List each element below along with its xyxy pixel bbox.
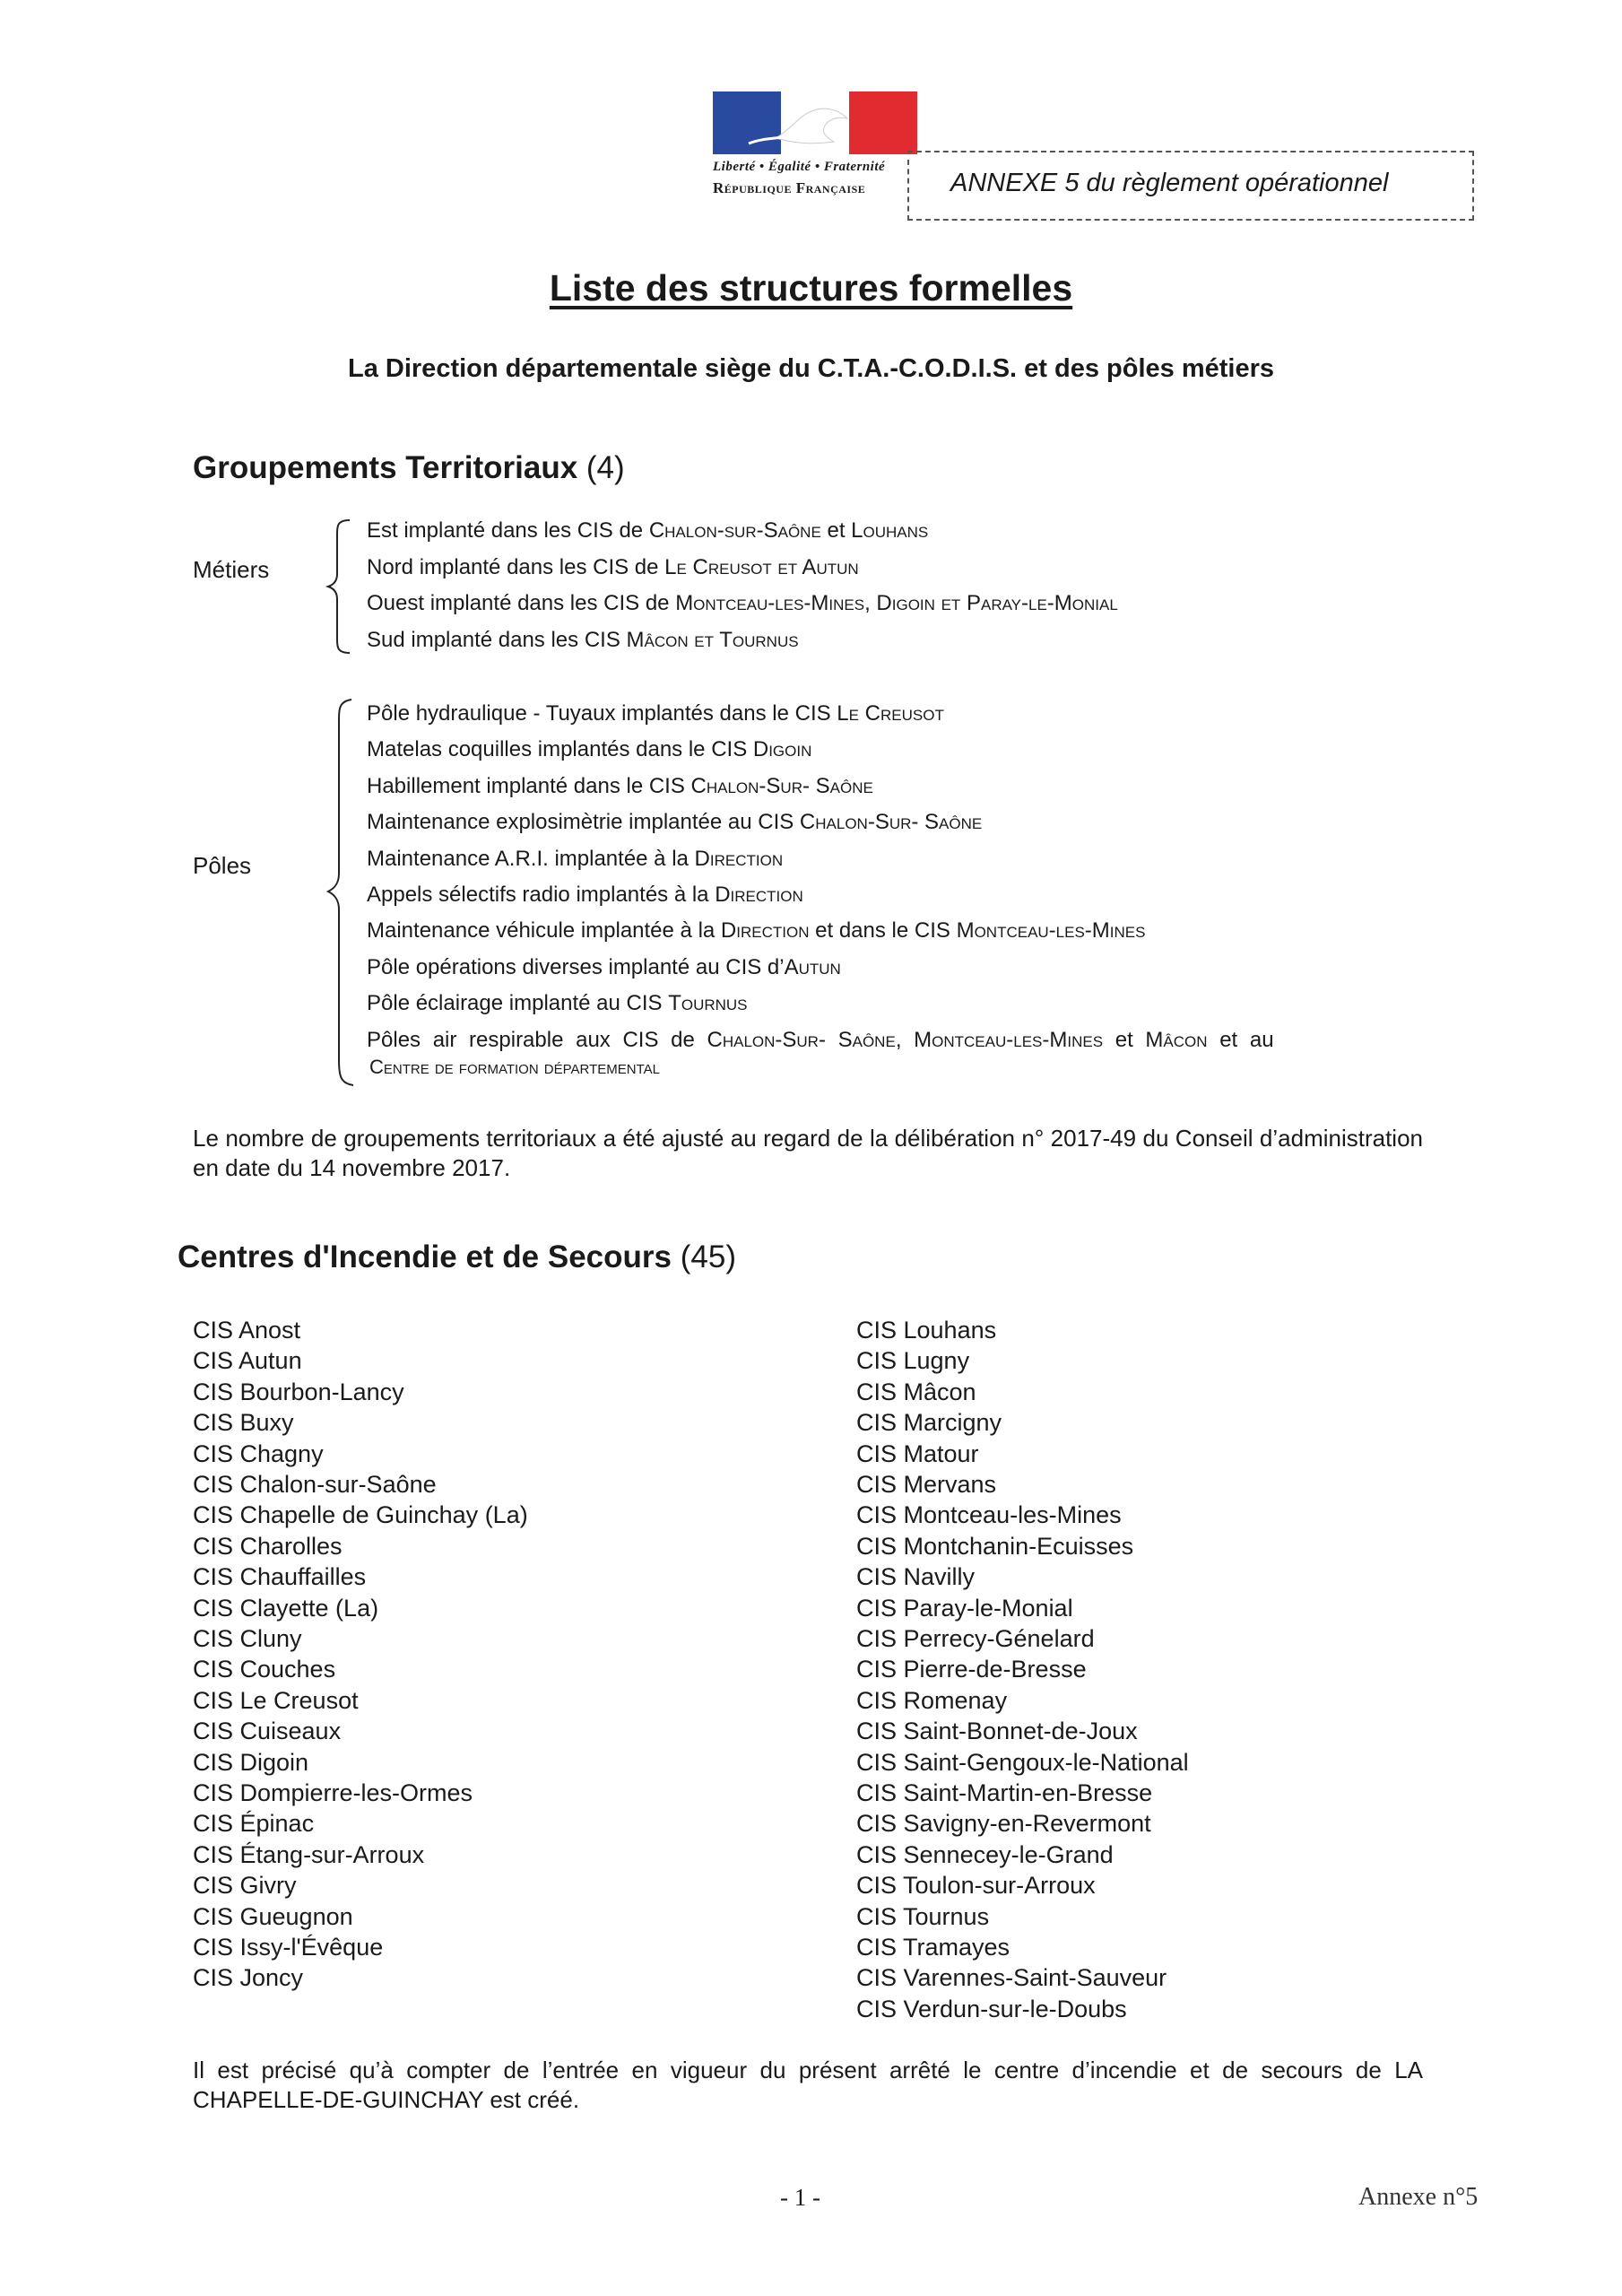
list-item-text: Montceau-les-Mines (956, 918, 1146, 944)
list-item (367, 555, 859, 580)
cis-list-item: CIS Étang-sur-Arroux (193, 1840, 425, 1868)
list-item-text: Pôle hydraulique - Tuyaux implantés dans le CIS (367, 701, 837, 726)
groupements-count: (4) (585, 450, 625, 485)
cis-list-item: CIS Chapelle de Guinchay (La) (193, 1501, 528, 1529)
cis-list-item: CIS Cluny (193, 1625, 302, 1652)
list-item-text: Direction (720, 918, 810, 944)
motto-text: Liberté • Égalité • Fraternité (713, 160, 886, 174)
cis-list-item: CIS Toulon-sur-Arroux (856, 1872, 1096, 1900)
cis-list-item: CIS Digoin (193, 1748, 309, 1776)
list-item (367, 955, 841, 980)
cis-list-item: CIS Navilly (856, 1563, 976, 1591)
cis-list-item: CIS Marcigny (856, 1409, 1002, 1437)
list-item (367, 737, 811, 762)
cis-list-item: CIS Chalon-sur-Saône (193, 1471, 437, 1498)
cis-list-item: CIS Couches (193, 1656, 336, 1683)
list-item-text: Mâcon et Tournus (626, 627, 799, 652)
groupements-heading-text: Groupements Territoriaux (193, 450, 578, 485)
cis-list-item: CIS Mervans (856, 1471, 997, 1498)
cis-list-item: CIS Chauffailles (193, 1563, 367, 1591)
cis-list-item: CIS Cuiseaux (193, 1718, 342, 1745)
cis-list-item: CIS Tournus (856, 1902, 990, 1930)
cis-list-item: CIS Paray-le-Monial (856, 1594, 1073, 1622)
cis-list-item: CIS Louhans (856, 1317, 997, 1344)
list-item (367, 628, 799, 653)
poles-brace-icon (325, 698, 355, 1089)
document-title: Liste des structures formelles (549, 267, 1073, 309)
cis-list-item: CIS Mâcon (856, 1378, 976, 1405)
list-item-text: Matelas coquilles implantés dans le CIS (367, 737, 753, 762)
cis-list-item: CIS Saint-Bonnet-de-Joux (856, 1718, 1138, 1745)
cis-list-item: CIS Chagny (193, 1439, 324, 1467)
document-subtitle: La Direction départementale siège du C.T.A.-C.O.D.I.S. et des pôles métiers (348, 354, 1274, 383)
cis-count: (45) (680, 1239, 736, 1274)
cis-list-item: CIS Saint-Martin-en-Bresse (856, 1779, 1153, 1806)
cis-list-item: CIS Charolles (193, 1532, 343, 1560)
list-item (367, 991, 748, 1016)
cis-list-item: CIS Joncy (193, 1964, 304, 1992)
list-item-text: et (1103, 1027, 1146, 1052)
list-item-text: Pôles air respirable aux CIS de (367, 1027, 707, 1052)
list-item-text: Le Creusot (837, 701, 944, 726)
cis-list-item: CIS Dompierre-les-Ormes (193, 1779, 473, 1806)
list-item-text: Le Creusot et Autun (664, 554, 859, 579)
list-item-text: Chalon-Sur- Saône (799, 810, 983, 835)
marianne-flag-icon (713, 91, 917, 154)
list-item-text: Mâcon (1145, 1027, 1208, 1052)
list-item (369, 1056, 660, 1079)
list-item (367, 774, 873, 799)
cis-list-item: CIS Matour (856, 1439, 979, 1467)
list-item-text: Est implanté dans les CIS de (367, 518, 649, 543)
poles-label: Pôles (193, 852, 252, 879)
list-item-text: Habillement implanté dans le CIS (367, 773, 691, 798)
cis-list-item: CIS Le Creusot (193, 1686, 359, 1714)
list-item-text: Direction (694, 846, 784, 871)
list-item-text: Chalon-sur-Saône (648, 518, 821, 543)
footer-annex-label: Annexe n°5 (1358, 2183, 1479, 2211)
list-item-text: Ouest implanté dans les CIS de (367, 591, 676, 615)
cis-note: Il est précisé qu’à compter de l’entrée en vigueur du présent arrêté le centre d’incendie et de secours de LA CHAPELLE-DE-GUINCHAY est créé. (193, 2057, 1423, 2113)
cis-list-item: CIS Saint-Gengoux-le-National (856, 1748, 1189, 1776)
cis-list-item: CIS Romenay (856, 1686, 1008, 1714)
list-item-text: Chalon-Sur- Saône (690, 773, 873, 798)
metiers-brace-icon (325, 518, 353, 655)
annex-title: ANNEXE 5 du règlement opérationnel (950, 169, 1389, 197)
cis-list-item: CIS Varennes-Saint-Sauveur (856, 1964, 1167, 1992)
cis-list-item: CIS Perrecy-Génelard (856, 1625, 1095, 1652)
list-item (367, 847, 783, 872)
list-item-text: Nord implanté dans les CIS de (367, 554, 665, 579)
republique-francaise-logo (713, 91, 917, 204)
list-item-text: Autun (784, 954, 841, 979)
list-item-text: Digoin (752, 737, 812, 762)
cis-list-item: CIS Verdun-sur-le-Doubs (856, 1995, 1127, 2022)
list-item-text: Maintenance véhicule implantée à la (367, 918, 721, 944)
cis-heading-text: Centres d'Incendie et de Secours (178, 1239, 672, 1274)
list-item-text: Maintenance A.R.I. implantée à la (367, 846, 695, 871)
cis-list-item: CIS Gueugnon (193, 1902, 353, 1930)
list-item-text: , (895, 1027, 915, 1052)
cis-list-item: CIS Anost (193, 1317, 301, 1344)
list-item-text: Centre de formation départemental (369, 1055, 660, 1078)
list-item (367, 701, 944, 726)
cis-list-item: CIS Givry (193, 1872, 297, 1900)
list-item (367, 810, 982, 835)
cis-list-item: CIS Bourbon-Lancy (193, 1378, 404, 1405)
cis-list-item: CIS Montchanin-Ecuisses (856, 1532, 1134, 1560)
cis-list-item: CIS Savigny-en-Revermont (856, 1810, 1151, 1838)
list-item (367, 918, 1145, 944)
list-item-text: Pôle éclairage implanté au CIS (367, 991, 669, 1016)
list-item-text: et dans le CIS (809, 918, 957, 944)
cis-list-item: CIS Buxy (193, 1409, 294, 1437)
page-number: - 1 - (780, 2184, 820, 2211)
cis-heading (178, 1239, 736, 1275)
cis-list-item: CIS Pierre-de-Bresse (856, 1656, 1087, 1683)
list-item-text: Direction (715, 883, 803, 907)
list-item (367, 1028, 1274, 1053)
cis-list-item: CIS Issy-l'Évêque (193, 1934, 384, 1961)
list-item (367, 591, 1118, 616)
list-item-text: Louhans (851, 518, 929, 543)
list-item-text: et au (1207, 1027, 1274, 1052)
cis-list-item: CIS Épinac (193, 1810, 315, 1838)
list-item-text: Maintenance explosimètrie implantée au CIS (367, 810, 800, 835)
list-item-text: Montceau-les-Mines (914, 1027, 1104, 1052)
list-item-text: Tournus (668, 991, 748, 1016)
cis-list-item: CIS Autun (193, 1347, 302, 1375)
list-item (367, 518, 928, 544)
cis-list-item: CIS Lugny (856, 1347, 970, 1375)
republic-text: République Française (713, 179, 866, 196)
cis-list-item: CIS Montceau-les-Mines (856, 1501, 1122, 1529)
list-item-text: Montceau-les-Mines, Digoin et Paray-le-Monial (675, 591, 1118, 615)
list-item-text: Appels sélectifs radio implantés à la (367, 883, 716, 907)
groupements-heading (193, 450, 625, 486)
cis-list-item: CIS Tramayes (856, 1934, 1010, 1961)
groupements-note: Le nombre de groupements territoriaux a été ajusté au regard de la délibération n° 2017-49 du Conseil d’administration en date du 14 novembre 2017. (193, 1125, 1423, 1181)
annex-header-box-left-border (907, 160, 909, 221)
metiers-label: Métiers (193, 556, 270, 583)
list-item (367, 883, 803, 908)
list-item-text: Pôle opérations diverses implanté au CIS d’ (367, 954, 785, 979)
cis-list-item: CIS Sennecey-le-Grand (856, 1840, 1114, 1868)
list-item-text: et (820, 518, 852, 543)
list-item-text: Sud implanté dans les CIS (367, 627, 627, 652)
cis-list-item: CIS Clayette (La) (193, 1594, 379, 1622)
list-item-text: Chalon-Sur- Saône (707, 1027, 896, 1052)
